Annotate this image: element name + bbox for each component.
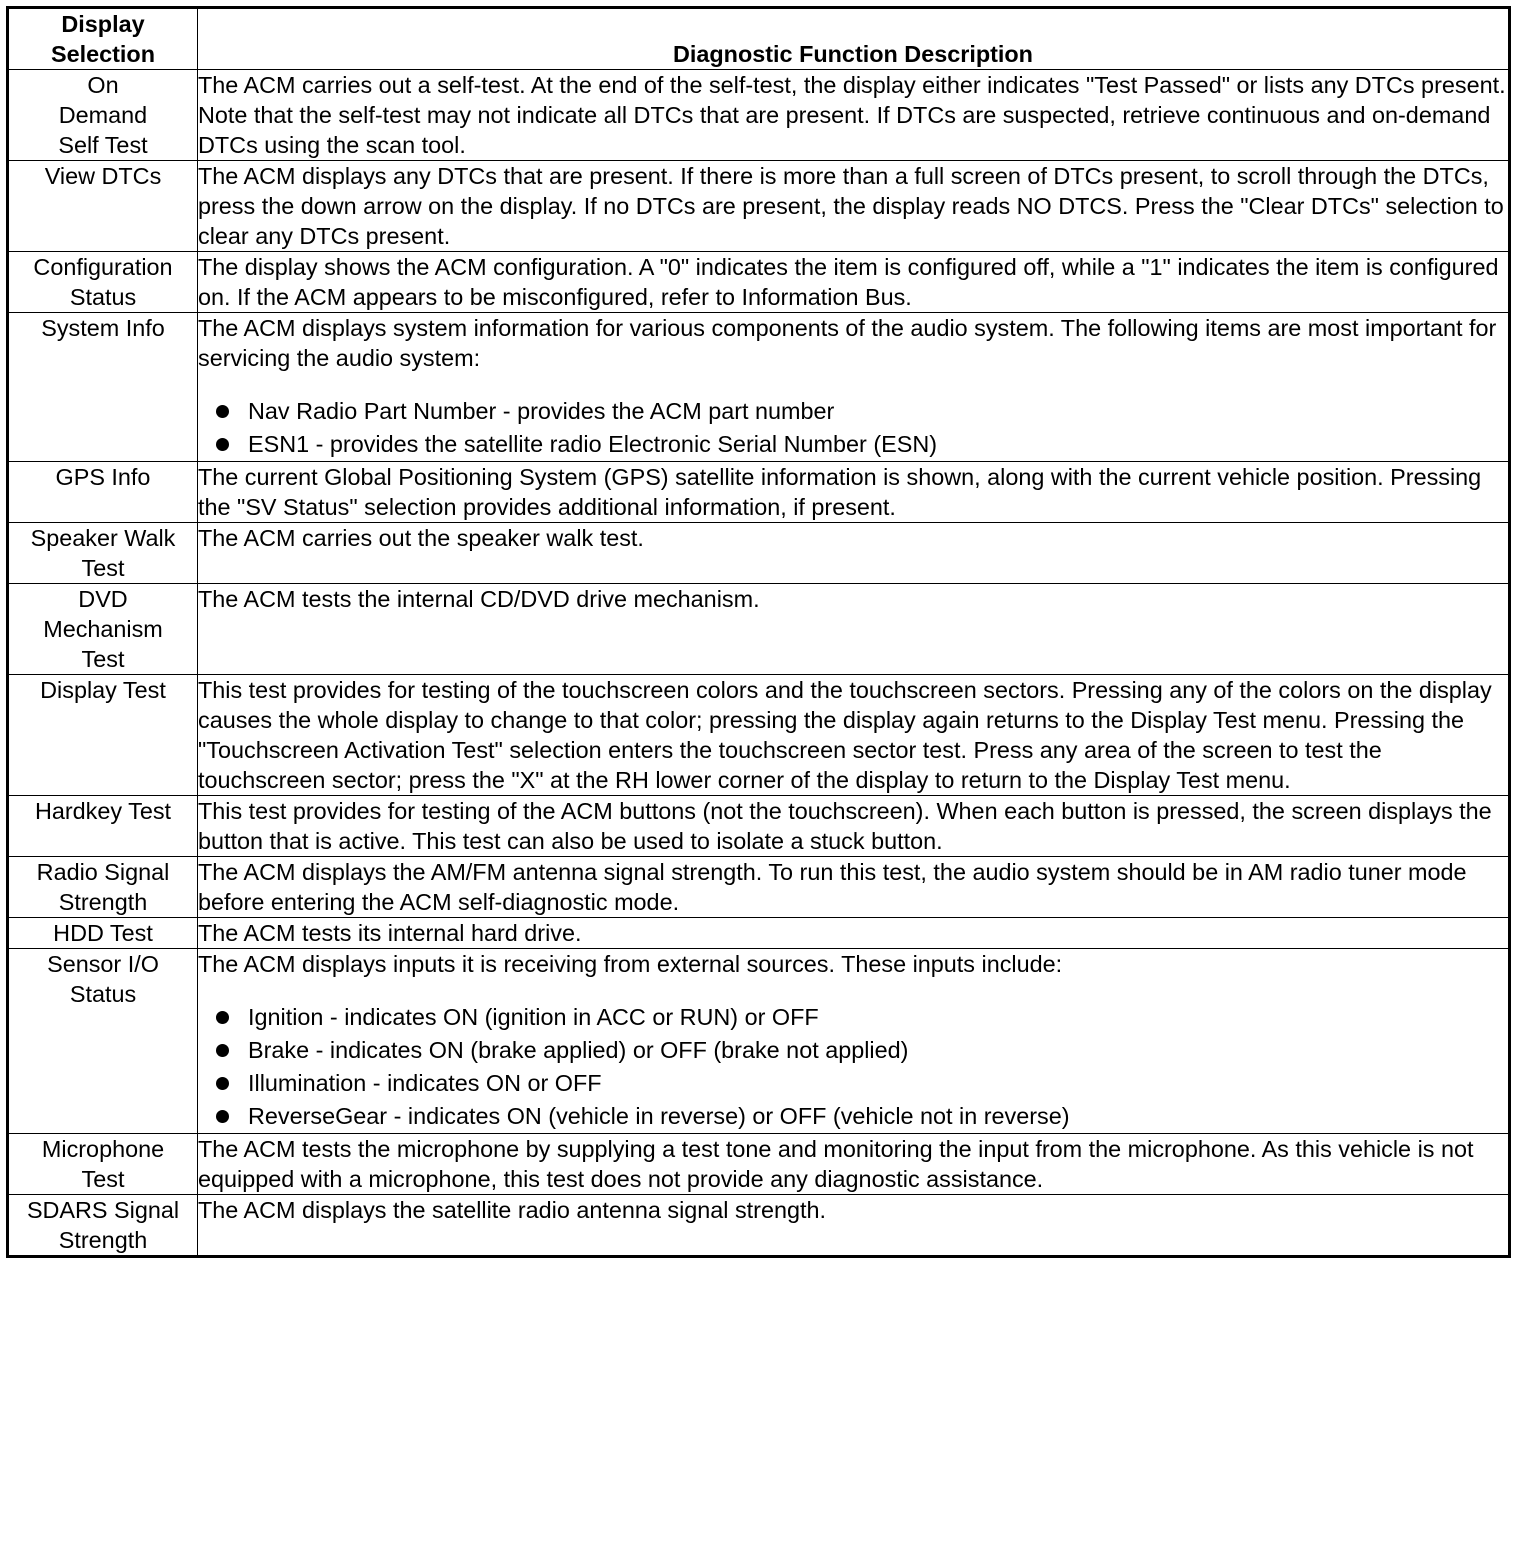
display-selection-cell bbox=[8, 918, 198, 949]
bullet-dot-icon bbox=[216, 438, 229, 451]
header-display-selection bbox=[8, 8, 198, 70]
description-text: The ACM carries out the speaker walk test. bbox=[198, 525, 644, 551]
description-cell bbox=[198, 70, 1510, 161]
description-text: The ACM displays any DTCs that are present. If there is more than a full screen of DTCs present, to scroll through the DTCs, press the down arrow on the display. If no DTCs are present, the display reads NO DTCS. Press the "Clear DTCs" selection to clear any DTCs present. bbox=[198, 163, 1504, 249]
description-text: The ACM displays the satellite radio antenna signal strength. bbox=[198, 1197, 827, 1223]
display-selection-cell bbox=[8, 857, 198, 918]
display-selection-cell bbox=[8, 70, 198, 161]
display-selection-label: Configuration Status bbox=[33, 254, 173, 310]
description-cell bbox=[198, 857, 1510, 918]
bullet-dot-icon bbox=[216, 405, 229, 418]
table-row bbox=[8, 70, 1510, 161]
description-text: The ACM displays inputs it is receiving from external sources. These inputs include: bbox=[198, 951, 1063, 977]
diagnostic-table bbox=[6, 6, 1511, 1258]
header-display-selection-text: Display Selection bbox=[51, 11, 155, 67]
description-cell bbox=[198, 584, 1510, 675]
description-cell bbox=[198, 252, 1510, 313]
table-row bbox=[8, 1134, 1510, 1195]
description-text: The ACM tests the microphone by supplying a test tone and monitoring the input from the microphone. As this vehicle is not equipped with a microphone, this test does not provide any diagnostic assistance. bbox=[198, 1136, 1474, 1192]
bullet-dot-icon bbox=[216, 1044, 229, 1057]
list-item-text: Illumination - indicates ON or OFF bbox=[248, 1070, 602, 1096]
table-row bbox=[8, 1195, 1510, 1257]
display-selection-label: System Info bbox=[41, 315, 165, 341]
description-cell bbox=[198, 313, 1510, 462]
display-selection-cell bbox=[8, 313, 198, 462]
list-item bbox=[214, 1001, 1508, 1034]
table-row bbox=[8, 313, 1510, 462]
description-text: The ACM displays system information for various components of the audio system. The following items are most important for servicing the audio system: bbox=[198, 315, 1497, 371]
list-item bbox=[214, 395, 1508, 428]
list-item bbox=[214, 428, 1508, 461]
display-selection-label: View DTCs bbox=[44, 163, 162, 189]
description-cell bbox=[198, 462, 1510, 523]
description-text: The ACM tests its internal hard drive. bbox=[198, 920, 582, 946]
display-selection-cell bbox=[8, 584, 198, 675]
table-row bbox=[8, 584, 1510, 675]
header-row bbox=[8, 8, 1510, 70]
table-row bbox=[8, 462, 1510, 523]
table-row bbox=[8, 523, 1510, 584]
description-cell bbox=[198, 161, 1510, 252]
display-selection-label: DVD Mechanism Test bbox=[43, 586, 163, 672]
table-row bbox=[8, 796, 1510, 857]
list-item-text: Ignition - indicates ON (ignition in ACC or RUN) or OFF bbox=[248, 1004, 819, 1030]
table-row bbox=[8, 918, 1510, 949]
display-selection-label: Microphone Test bbox=[41, 1136, 165, 1192]
display-selection-label: HDD Test bbox=[53, 920, 153, 946]
bullet-list bbox=[198, 1001, 1508, 1133]
table-row bbox=[8, 675, 1510, 796]
list-item bbox=[214, 1034, 1508, 1067]
display-selection-cell bbox=[8, 796, 198, 857]
description-cell bbox=[198, 1195, 1510, 1257]
table-row bbox=[8, 949, 1510, 1134]
display-selection-label: Display Test bbox=[40, 677, 166, 703]
description-cell bbox=[198, 675, 1510, 796]
display-selection-label: Sensor I/O Status bbox=[47, 951, 159, 1007]
display-selection-cell bbox=[8, 1195, 198, 1257]
header-diagnostic-function-description: Diagnostic Function Description bbox=[198, 8, 1510, 70]
description-text: This test provides for testing of the touchscreen colors and the touchscreen sectors. Pressing any of the colors on the display causes the whole display to change to that color; pressing the display again returns to the Display Test menu. Pressing the "Touchscreen Activation Test" selection enters the touchscreen sector test. Press any area of the screen to test the touchscreen sector; press the "X" at the RH lower corner of the display to return to the Display Test menu. bbox=[198, 677, 1492, 793]
table-row bbox=[8, 857, 1510, 918]
display-selection-cell bbox=[8, 523, 198, 584]
bullet-list bbox=[198, 395, 1508, 461]
description-cell bbox=[198, 523, 1510, 584]
bullet-dot-icon bbox=[216, 1110, 229, 1123]
description-text: The ACM carries out a self-test. At the end of the self-test, the display either indicates "Test Passed" or lists any DTCs present. Note that the self-test may not indicate all DTCs that are present. If DTCs are suspected, retrieve continuous and on-demand DTCs using the scan tool. bbox=[198, 72, 1506, 158]
description-text: The display shows the ACM configuration. A "0" indicates the item is configured off, while a "1" indicates the item is configured on. If the ACM appears to be misconfigured, refer to Information Bus. bbox=[198, 254, 1499, 310]
display-selection-cell bbox=[8, 252, 198, 313]
table-row bbox=[8, 252, 1510, 313]
display-selection-cell bbox=[8, 462, 198, 523]
display-selection-label: GPS Info bbox=[55, 464, 151, 490]
list-item-text: ESN1 - provides the satellite radio Electronic Serial Number (ESN) bbox=[248, 431, 937, 457]
display-selection-cell bbox=[8, 1134, 198, 1195]
bullet-dot-icon bbox=[216, 1011, 229, 1024]
description-cell bbox=[198, 796, 1510, 857]
list-item-text: Brake - indicates ON (brake applied) or OFF (brake not applied) bbox=[248, 1037, 909, 1063]
list-item-text: Nav Radio Part Number - provides the ACM part number bbox=[248, 398, 835, 424]
display-selection-label: On Demand Self Test bbox=[58, 72, 148, 158]
description-text: The ACM tests the internal CD/DVD drive mechanism. bbox=[198, 586, 760, 612]
bullet-dot-icon bbox=[216, 1077, 229, 1090]
description-cell bbox=[198, 1134, 1510, 1195]
display-selection-label: Speaker Walk Test bbox=[30, 525, 176, 581]
description-text: The ACM displays the AM/FM antenna signal strength. To run this test, the audio system should be in AM radio tuner mode before entering the ACM self-diagnostic mode. bbox=[198, 859, 1467, 915]
display-selection-label: Radio Signal Strength bbox=[36, 859, 170, 915]
description-cell bbox=[198, 918, 1510, 949]
display-selection-cell bbox=[8, 949, 198, 1134]
display-selection-label: Hardkey Test bbox=[34, 798, 172, 824]
display-selection-label: SDARS Signal Strength bbox=[26, 1197, 180, 1253]
table-body bbox=[8, 70, 1510, 1257]
list-item bbox=[214, 1067, 1508, 1100]
display-selection-cell bbox=[8, 675, 198, 796]
table-row bbox=[8, 161, 1510, 252]
list-item-text: ReverseGear - indicates ON (vehicle in reverse) or OFF (vehicle not in reverse) bbox=[248, 1103, 1070, 1129]
description-text: This test provides for testing of the ACM buttons (not the touchscreen). When each button is pressed, the screen displays the button that is active. This test can also be used to isolate a stuck button. bbox=[198, 798, 1492, 854]
display-selection-cell bbox=[8, 161, 198, 252]
description-text: The current Global Positioning System (GPS) satellite information is shown, along with the current vehicle position. Pressing the "SV Status" selection provides additional information, if present. bbox=[198, 464, 1482, 520]
description-cell bbox=[198, 949, 1510, 1134]
list-item bbox=[214, 1100, 1508, 1133]
